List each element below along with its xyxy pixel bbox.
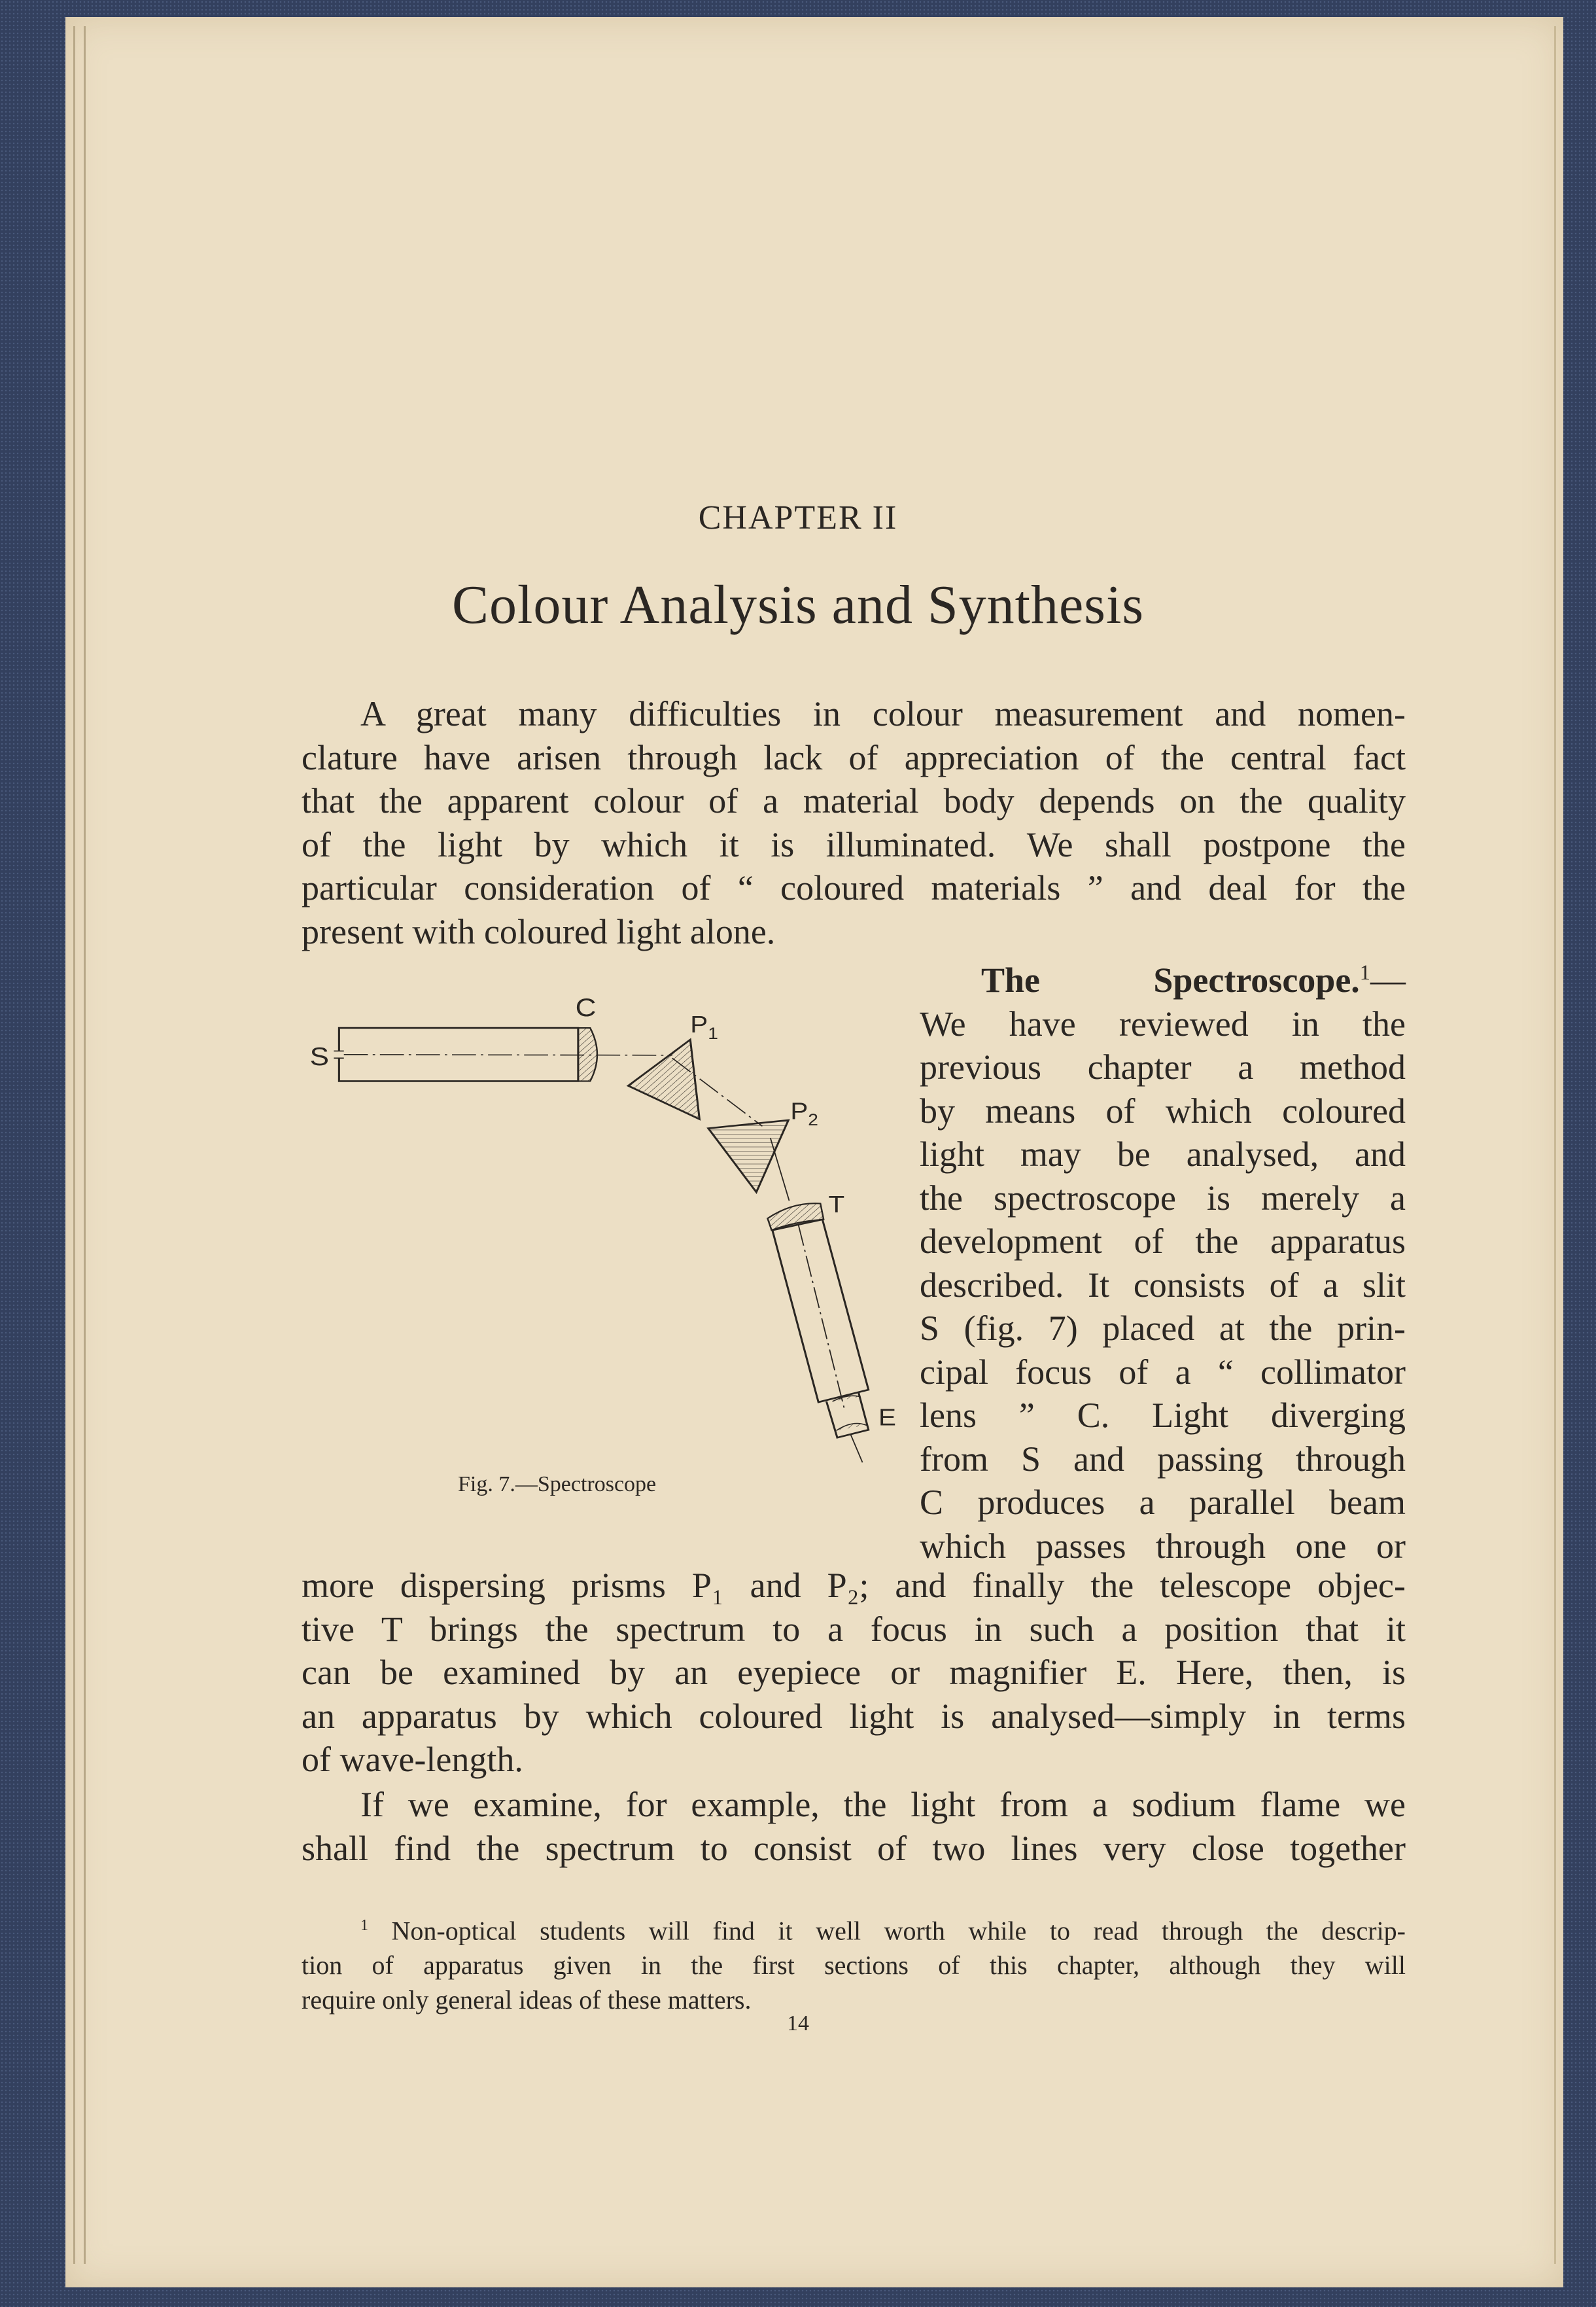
spectroscope-diagram — [288, 955, 916, 1511]
text-line: described. It consists of a slit — [920, 1265, 1406, 1305]
footnote — [302, 1909, 1406, 2017]
text-line: more dispersing prisms P₁ and P₂; and finally the telescope objec- — [302, 1566, 1406, 1605]
chapter-label: CHAPTER II — [698, 499, 898, 537]
text-line: clature have arisen through lack of appreciation of the central fact — [302, 737, 1406, 777]
text-line: of the light by which it is illuminated. We shall postpone the — [302, 824, 1406, 864]
text-line: shall find the spectrum to consist of two lines very close together — [302, 1828, 1406, 1868]
label-collimator: C — [575, 993, 597, 1022]
paragraph-spectroscope-column — [920, 951, 1406, 1568]
prism-p1 — [628, 1040, 699, 1119]
text-line: C produces a parallel beam — [920, 1483, 1406, 1522]
footnote-text: Non-optical students will find it well worth while to read through the descrip- — [391, 1916, 1406, 1946]
paragraph-sodium — [302, 1783, 1406, 1870]
label-eyepiece: E — [878, 1404, 897, 1431]
label-prism2: $P_2$ — [790, 1098, 818, 1129]
text-line: that the apparent colour of a material body depends on the quality — [302, 781, 1406, 820]
text-line: require only general ideas of these matters. — [302, 1985, 752, 2015]
text-line: from S and passing through — [920, 1439, 1406, 1479]
page-edge — [73, 26, 75, 2264]
figure-caption: Fig. 7.—Spectroscope — [458, 1472, 657, 1496]
label-telescope: T — [828, 1191, 845, 1218]
text-line: If we examine, for example, the light from a sodium flame we — [360, 1785, 1406, 1824]
text-line: can be examined by an eyepiece or magnifier E. Here, then, is — [302, 1653, 1406, 1692]
page-number: 14 — [787, 2011, 809, 2035]
section-heading-line — [920, 951, 1406, 1002]
page-edge — [1554, 26, 1556, 2264]
footnote-mark: 1 — [360, 1917, 368, 1934]
text-line: lens ” C. Light diverging — [920, 1396, 1406, 1435]
text-line — [302, 1909, 1406, 1948]
dash: — — [1370, 960, 1406, 1000]
ray-p2-t — [771, 1138, 789, 1201]
text-line: tion of apparatus given in the first sections of this chapter, although they will — [302, 1950, 1406, 1981]
text-line: development of the apparatus — [920, 1222, 1406, 1261]
text-line: A great many difficulties in colour measurement and nomen- — [360, 694, 1406, 733]
text-line: S (fig. 7) placed at the prin- — [920, 1309, 1406, 1348]
paragraph-intro — [302, 692, 1406, 953]
text-line: by means of which coloured — [920, 1091, 1406, 1131]
text-line: present with coloured light alone. — [302, 911, 776, 951]
chapter-title: Colour Analysis and Synthesis — [451, 574, 1145, 635]
text-line: particular consideration of “ coloured materials ” and deal for the — [302, 868, 1406, 907]
page-edge — [84, 26, 86, 2264]
text-line: of wave-length. — [302, 1740, 523, 1779]
text-line: an apparatus by which coloured light is analysed—simply in terms — [302, 1696, 1406, 1736]
label-slit: S — [309, 1042, 330, 1071]
text-line: which passes through one or — [920, 1526, 1406, 1566]
telescope-tube — [767, 1203, 868, 1462]
section-heading: The Spectroscope. — [981, 960, 1360, 1000]
text-line: cipal focus of a “ collimator — [920, 1352, 1406, 1392]
text-line: We have reviewed in the — [920, 1004, 1406, 1044]
label-prism1: $P_1$ — [690, 1012, 718, 1043]
text-line: the spectroscope is merely a — [920, 1178, 1406, 1218]
footnote-ref: 1 — [1359, 961, 1370, 985]
text-line: light may be analysed, and — [920, 1135, 1406, 1174]
text-line: tive T brings the spectrum to a focus in such a position that it — [302, 1609, 1406, 1649]
paragraph-spectroscope-continued — [302, 1564, 1406, 1782]
text-line: previous chapter a method — [920, 1048, 1406, 1087]
